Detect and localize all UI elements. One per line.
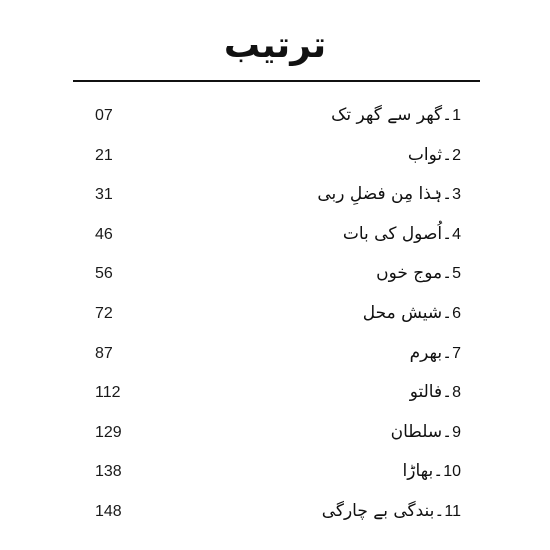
toc-entry-number: 10 bbox=[443, 463, 461, 481]
toc-entry-separator: ۔ bbox=[434, 500, 445, 521]
toc-entry-number: 6 bbox=[452, 304, 461, 322]
toc-row bbox=[95, 100, 461, 140]
toc-page-number: 87 bbox=[95, 344, 113, 362]
toc-entry bbox=[408, 140, 461, 171]
toc-entry-title: فالتو bbox=[409, 382, 443, 403]
toc-entry-number: 3 bbox=[452, 186, 461, 204]
toc-entry bbox=[322, 496, 461, 527]
toc-page-number: 21 bbox=[95, 146, 113, 164]
toc-entry-number: 7 bbox=[452, 344, 461, 362]
toc-entry-title: بندگی بے چارگی bbox=[321, 500, 435, 521]
toc-page-number: 129 bbox=[95, 423, 122, 441]
toc-entry-number: 1 bbox=[452, 107, 461, 124]
toc-entry bbox=[410, 338, 461, 369]
toc-entry-title: ثواب bbox=[407, 144, 443, 165]
toc-entry-number: 4 bbox=[452, 225, 461, 243]
page-title: ترتیب bbox=[223, 25, 327, 66]
toc-entry-separator: ۔ bbox=[433, 461, 444, 482]
toc-page-number: 31 bbox=[95, 186, 113, 204]
toc-entry-separator: ۔ bbox=[442, 105, 453, 125]
toc-entry bbox=[343, 219, 461, 250]
toc-entry bbox=[331, 100, 461, 131]
toc-row bbox=[95, 417, 461, 457]
toc-entry-title: موج خوں bbox=[376, 263, 443, 284]
toc-entry bbox=[403, 456, 461, 487]
toc-entry-title: شیش محل bbox=[362, 302, 443, 323]
toc-row bbox=[95, 219, 461, 259]
toc-entry-title: بھاڑا bbox=[402, 461, 434, 482]
toc-page-number: 72 bbox=[95, 304, 113, 322]
title-divider bbox=[73, 80, 480, 82]
toc-page-number: 46 bbox=[95, 225, 113, 243]
toc-row bbox=[95, 298, 461, 338]
toc-entry-separator: ۔ bbox=[442, 421, 453, 442]
toc-entry-title: گھر سے گھر تک bbox=[331, 105, 443, 125]
toc-page-number: 138 bbox=[95, 463, 122, 481]
toc-entry-separator: ۔ bbox=[442, 382, 453, 403]
toc-entry-title: بھرم bbox=[409, 342, 443, 363]
toc-row bbox=[95, 140, 461, 180]
toc-entry bbox=[363, 298, 461, 329]
toc-entry-separator: ۔ bbox=[442, 184, 453, 205]
toc-entry-separator: ۔ bbox=[442, 144, 453, 165]
toc-row bbox=[95, 496, 461, 536]
toc-entry-number: 2 bbox=[452, 146, 461, 164]
toc-entry bbox=[317, 179, 461, 210]
toc-row bbox=[95, 377, 461, 417]
toc-entry-separator: ۔ bbox=[442, 263, 453, 284]
toc-entry-number: 9 bbox=[452, 423, 461, 441]
toc-entry-title: سلطان bbox=[390, 421, 443, 442]
toc-row bbox=[95, 258, 461, 298]
toc-entry-number: 11 bbox=[444, 502, 461, 520]
toc-entry-number: 8 bbox=[452, 384, 461, 402]
contents-list bbox=[95, 100, 461, 536]
toc-entry bbox=[410, 377, 461, 408]
toc-entry bbox=[376, 258, 461, 289]
toc-page-number: 148 bbox=[95, 502, 122, 520]
toc-entry-separator: ۔ bbox=[442, 342, 453, 363]
toc-page-number: 112 bbox=[95, 384, 121, 402]
toc-entry-number: 5 bbox=[452, 265, 461, 283]
toc-entry-title: اُصول کی بات bbox=[342, 223, 443, 244]
toc-row bbox=[95, 179, 461, 219]
toc-entry-separator: ۔ bbox=[442, 223, 453, 244]
toc-entry-separator: ۔ bbox=[442, 302, 453, 323]
toc-row bbox=[95, 456, 461, 496]
toc-entry bbox=[391, 417, 461, 448]
toc-entry-title: ہٰذا مِن فضلِ ربی bbox=[317, 184, 443, 205]
toc-page-number: 07 bbox=[95, 107, 113, 124]
toc-row bbox=[95, 338, 461, 378]
toc-page-number: 56 bbox=[95, 265, 113, 283]
